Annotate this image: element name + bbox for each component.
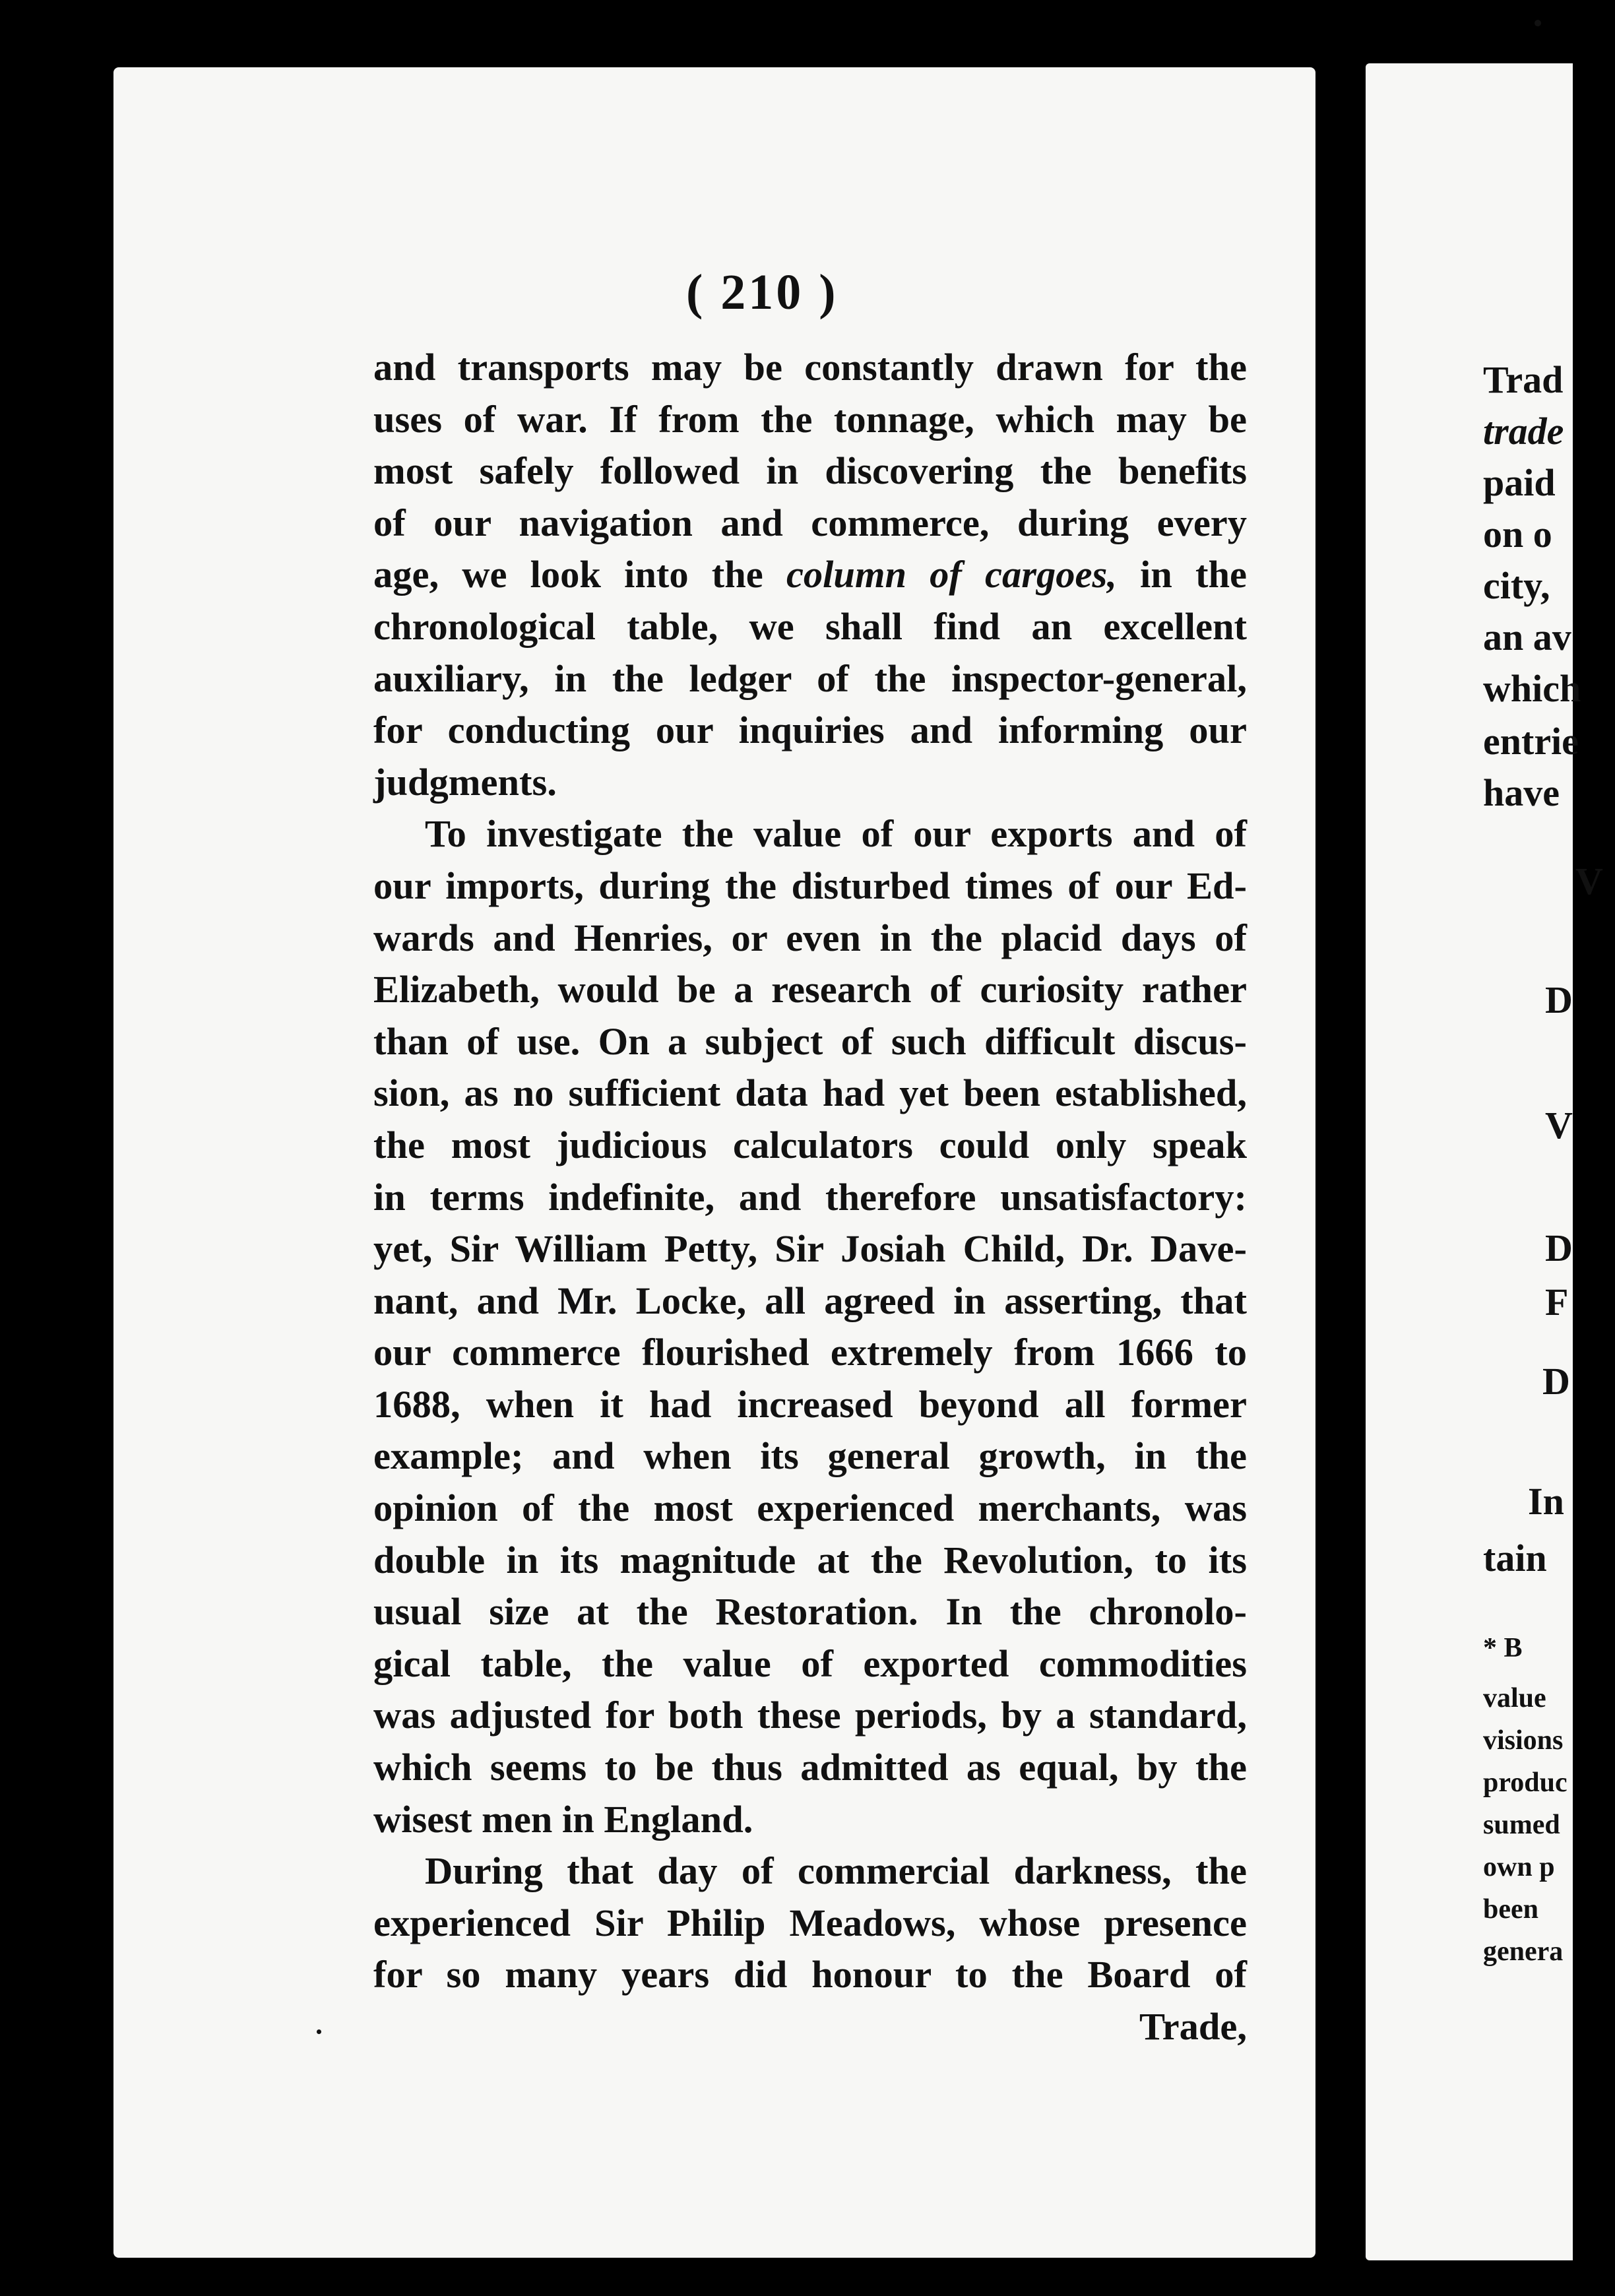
text-line: the most judicious calculators could only speak (373, 1123, 1247, 1166)
right-page-line: have (1483, 771, 1560, 814)
right-page-line: tain (1483, 1537, 1547, 1579)
text-line: experienced Sir Philip Meadows, whose presence (373, 1901, 1247, 1944)
right-page-line: on o (1483, 513, 1552, 556)
text-line: uses of war. If from the tonnage, which may be (373, 397, 1247, 441)
text-line: gical table, the value of exported commodities (373, 1642, 1247, 1685)
page-number: ( 210 ) (686, 265, 839, 320)
text-line: usual size at the Restoration. In the chronolo- (373, 1590, 1247, 1634)
right-page-line: * B (1483, 1633, 1523, 1663)
text-line: in terms indefinite, and therefore unsatisfactory: (373, 1175, 1247, 1219)
text-line (373, 549, 1247, 601)
text-line: During that day of commercial darkness, the (425, 1849, 1247, 1893)
right-page-line: paid (1483, 461, 1556, 504)
text-segment: in the (1116, 553, 1247, 596)
text-line: nant, and Mr. Locke, all agreed in asserting, that (373, 1279, 1247, 1322)
text-line: double in its magnitude at the Revolution, to its (373, 1538, 1247, 1581)
text-line: wards and Henries, or even in the placid days of (373, 916, 1247, 959)
right-page-line: value (1483, 1683, 1546, 1713)
right-page-line: sumed (1483, 1810, 1560, 1840)
right-page-line: own p (1483, 1852, 1555, 1882)
text-line: To investigate the value of our exports and of (425, 812, 1247, 856)
right-page-line: V (1575, 860, 1603, 903)
right-page-line: V (1545, 1104, 1573, 1147)
text-line: example; and when its general growth, in the (373, 1434, 1247, 1478)
text-line: was adjusted for both these periods, by a standard, (373, 1694, 1247, 1737)
text-line: Elizabeth, would be a research of curiosity rather (373, 968, 1247, 1011)
text-line: chronological table, we shall find an excellent (373, 604, 1247, 648)
scan-speck (1535, 20, 1541, 26)
text-line: than of use. On a subject of such difficult discus- (373, 1019, 1247, 1063)
text-line: opinion of the most experienced merchants, was (373, 1486, 1247, 1530)
text-line: wisest men in England. (373, 1797, 753, 1841)
right-page-line: been (1483, 1894, 1538, 1925)
scan-speck (317, 2029, 321, 2034)
right-page-line: D (1542, 1360, 1570, 1403)
right-page-line: produc (1483, 1768, 1568, 1798)
right-page-line: D (1545, 978, 1573, 1021)
right-page-line: which (1483, 667, 1581, 710)
text-line: auxiliary, in the ledger of the inspector-general, (373, 656, 1247, 700)
right-page-line: city, (1483, 564, 1550, 607)
text-line: Trade, (1139, 2005, 1247, 2048)
text-line: of our navigation and commerce, during every (373, 501, 1247, 544)
right-page-line: In (1528, 1480, 1564, 1523)
right-page-line: visions (1483, 1725, 1564, 1756)
right-page-line: Trad (1483, 358, 1564, 401)
right-page-line: genera (1483, 1936, 1564, 1967)
text-line: for conducting our inquiries and informing our (373, 709, 1247, 752)
right-page-line: F (1545, 1281, 1569, 1323)
text-line: our commerce flourished extremely from 1666 to (373, 1331, 1247, 1374)
right-page-line: entrie (1483, 720, 1579, 763)
text-line: for so many years did honour to the Board of (373, 1953, 1247, 1996)
right-page-line: D (1545, 1227, 1573, 1269)
text-line: 1688, when it had increased beyond all former (373, 1382, 1247, 1426)
text-line: which seems to be thus admitted as equal, by the (373, 1746, 1247, 1789)
text-line: most safely followed in discovering the benefits (373, 449, 1247, 493)
body-text (373, 342, 1247, 2053)
right-page-line: trade (1483, 410, 1564, 453)
text-line: our imports, during the disturbed times of our Ed- (373, 864, 1247, 907)
text-line: yet, Sir William Petty, Sir Josiah Child, Dr. Dave- (373, 1227, 1247, 1271)
text-segment: age, we look into the (373, 553, 786, 596)
right-page-line: an av (1483, 616, 1571, 658)
text-line: and transports may be constantly drawn for the (373, 346, 1247, 389)
italic-phrase: column of cargoes, (786, 553, 1117, 596)
text-line: judgments. (373, 760, 557, 804)
text-line: sion, as no sufficient data had yet been established, (373, 1071, 1247, 1115)
